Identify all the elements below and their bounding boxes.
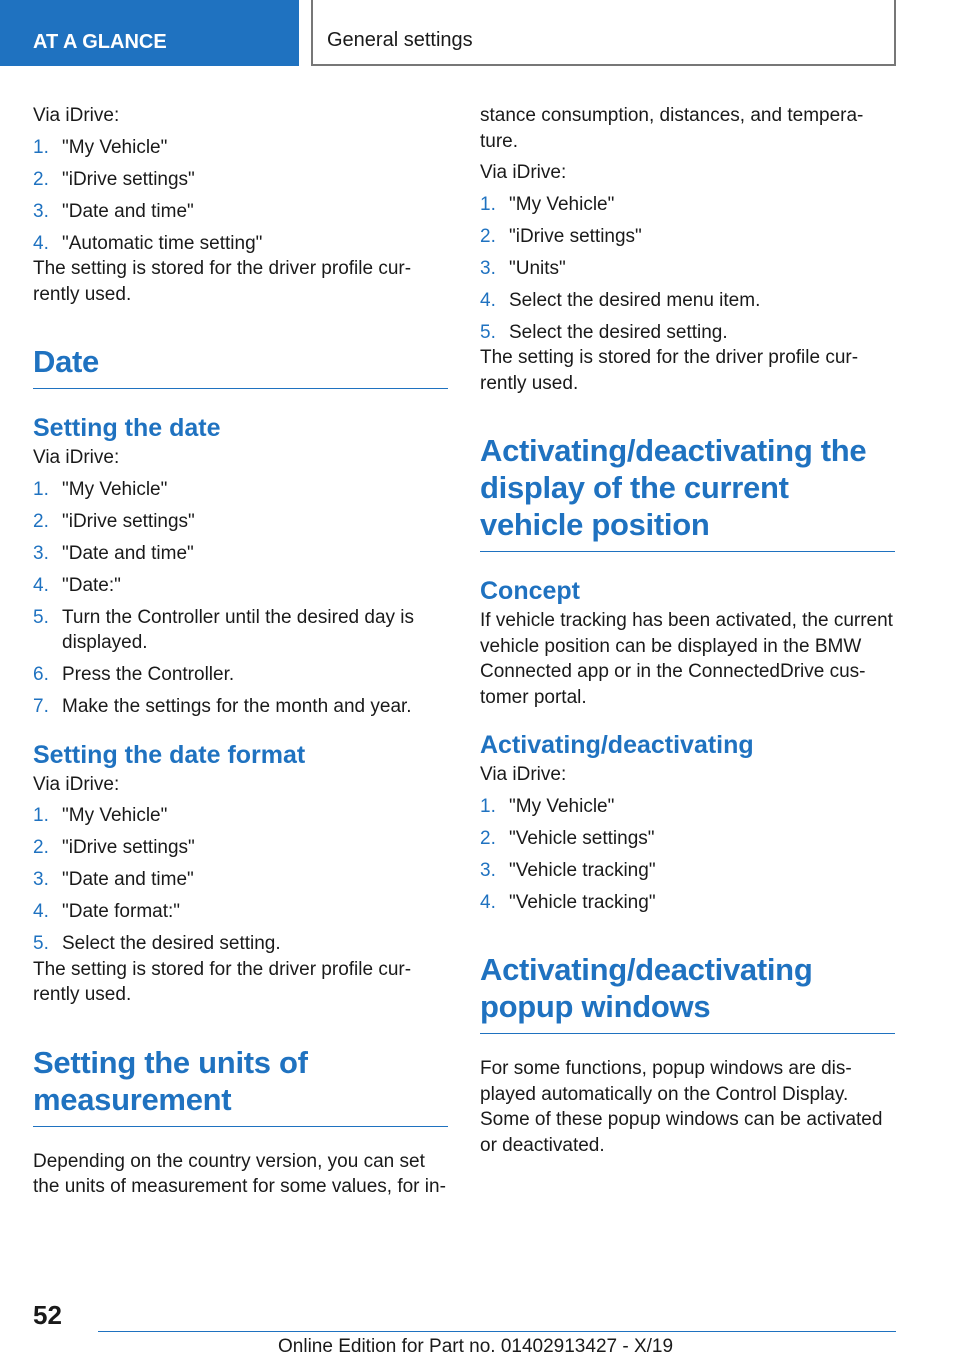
- list-item: 1. "My Vehicle": [33, 136, 168, 158]
- setting-format-via: Via iDrive:: [33, 773, 120, 795]
- popup-text: For some functions, popup windows are dis-played automatically on the Control Display. Some of these popup windows can be activated or deactivated.: [480, 1058, 883, 1156]
- page-number: 52: [33, 1300, 62, 1330]
- list-item: 2. "iDrive settings": [33, 168, 195, 190]
- list-item: 4. "Date:": [33, 574, 121, 596]
- list-item: 5. Select the desired setting.: [480, 321, 728, 343]
- units-continued: stance consumption, distances, and tempera-ture.: [480, 105, 864, 152]
- list-item: 3. "Date and time": [33, 200, 194, 222]
- list-item: 2. "iDrive settings": [33, 837, 195, 858]
- setting-format-heading: Setting the date format: [33, 740, 306, 769]
- position-heading: Activating/deactivating the display of the current vehicle position: [480, 432, 895, 552]
- intro-note: The setting is stored for the driver profile cur-rently used.: [33, 258, 412, 305]
- list-item: 4. "Date format:": [33, 901, 181, 922]
- list-item: 6. Press the Controller.: [33, 664, 235, 685]
- units-text: Depending on the country version, you can set the units of measurement for some values, for in-: [33, 1150, 446, 1197]
- activating-steps: [480, 794, 895, 916]
- list-item: 2. "iDrive settings": [33, 510, 195, 532]
- units-heading: Setting the units of measurement: [33, 1044, 448, 1127]
- popup-heading: Activating/deactivating popup windows: [480, 951, 895, 1034]
- list-item: 1. "My Vehicle": [480, 795, 615, 817]
- units-steps: [480, 192, 895, 346]
- list-item: 4. "Automatic time setting": [33, 232, 263, 254]
- list-item: 2. "Vehicle settings": [480, 827, 655, 849]
- setting-date-via: Via iDrive:: [33, 447, 120, 468]
- concept-heading: Concept: [480, 577, 580, 605]
- list-item: 7. Make the settings for the month and year.: [33, 696, 412, 717]
- list-item: 3. "Date and time": [33, 869, 194, 890]
- list-item: 2. "iDrive settings": [480, 225, 642, 247]
- setting-format-note: The setting is stored for the driver profile cur-rently used.: [33, 958, 412, 1005]
- date-heading: Date: [33, 343, 448, 389]
- list-item: 3. "Units": [480, 257, 566, 279]
- list-item: 4. Select the desired menu item.: [480, 289, 761, 311]
- concept-text: If vehicle tracking has been activated, the current vehicle position can be displayed in the BMW Connected app or in the ConnectedDrive cus-tomer portal.: [480, 610, 893, 708]
- page-header: [0, 0, 960, 66]
- section-label: AT A GLANCE: [33, 31, 167, 53]
- activating-via: Via iDrive:: [480, 764, 567, 785]
- edition-text: Online Edition for Part no. 01402913427 - X/19: [278, 1336, 674, 1357]
- list-item: 3. "Vehicle tracking": [480, 859, 656, 881]
- footer-divider: [98, 1331, 896, 1332]
- list-item: 5. Select the desired setting.: [33, 933, 281, 954]
- list-item: 4. "Vehicle tracking": [480, 891, 656, 913]
- setting-date-steps: [33, 477, 448, 720]
- list-item: 3. "Date and time": [33, 542, 194, 564]
- list-item: 1. "My Vehicle": [480, 193, 615, 215]
- activating-heading: Activating/deactivating: [480, 731, 754, 759]
- right-column: [480, 103, 895, 1158]
- chapter-title: General settings: [327, 29, 473, 51]
- intro-steps: [33, 135, 448, 257]
- left-column: [33, 103, 448, 1200]
- chapter-tab: [311, 0, 896, 66]
- units-via: Via iDrive:: [480, 162, 567, 183]
- intro-via: Via iDrive:: [33, 105, 120, 126]
- list-item: 1. "My Vehicle": [33, 478, 168, 500]
- section-tab: [0, 0, 299, 66]
- setting-format-steps: [33, 803, 448, 957]
- setting-date-heading: Setting the date: [33, 414, 221, 442]
- list-item: 5. Turn the Controller until the desired day is displayed.: [33, 606, 415, 653]
- units-note: The setting is stored for the driver profile cur-rently used.: [480, 347, 859, 394]
- list-item: 1. "My Vehicle": [33, 805, 168, 826]
